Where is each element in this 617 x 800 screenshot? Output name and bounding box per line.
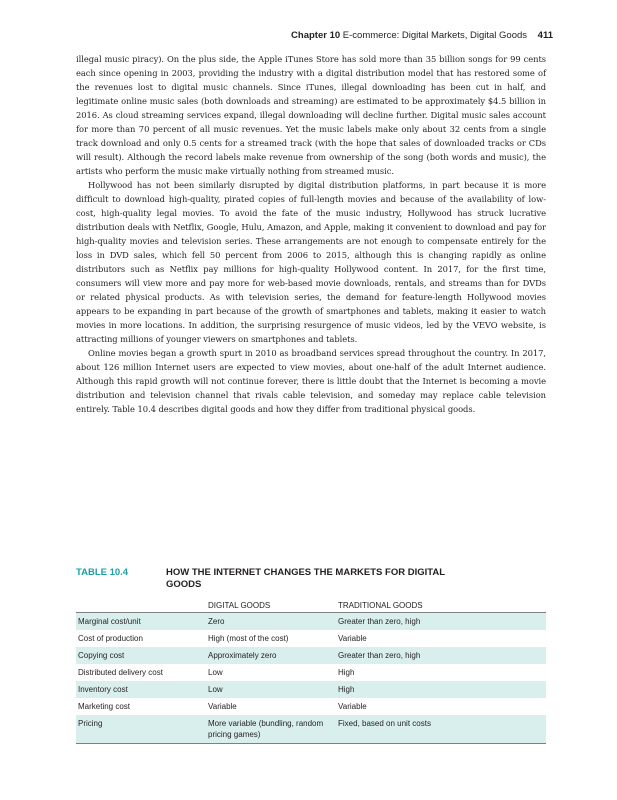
traditional-cell: Fixed, based on unit costs [336,715,546,744]
table-row [76,664,546,681]
column-header-blank [76,598,206,613]
table-row [76,698,546,715]
column-header-digital: DIGITAL GOODS [206,598,336,613]
page-number: 411 [537,30,553,41]
table-label: TABLE 10.4 [76,567,129,578]
digital-cell: Variable [208,702,237,711]
table-header-row [76,598,546,613]
traditional-cell: Variable [338,634,367,643]
paragraph-1: illegal music piracy). On the plus side, the Apple iTunes Store has sold more than 35 billion songs for 99 cents each since opening in 2003, providing the industry with a digital distribution model that has restored some of the revenues lost to digital music channels. Since iTunes, illegal downloading has been cut in half, and legitimate online music sales (both downloads and streaming) are estimated to be approximately $4.5 billion in 2016. As cloud streaming services expand, illegal downloading will decline further. Digital music sales account for more than 70 percent of all music revenues. Yet the music labels make only about 32 cents from a single track download and only 0.5 cents for a streamed track (with the hope that sales of downloaded tracks or CDs will result). Although the record labels make revenue from ownership of the song (both words and music), the artists who perform the music make virtually nothing from streamed music. [76,54,546,176]
traditional-cell: Greater than zero, high [336,613,546,631]
column-header-traditional: TRADITIONAL GOODS [336,598,546,613]
digital-cell: More variable (bundling, random pricing games) [206,715,336,744]
table-row [76,630,546,647]
paragraph-3: Online movies began a growth spurt in 2010 as broadband services spread throughout the country. In 2017, about 126 million Internet users are expected to view movies, about one-half of the adult Internet audience. Although this rapid growth will not continue forever, there is little doubt that the Internet is becoming a movie distribution and television channel that rivals cable television, and someday may replace cable television entirely. Table 10.4 describes digital goods and how they differ from traditional physical goods. [76,348,546,414]
table-row [76,647,546,664]
running-header [291,30,553,41]
row-label: Inventory cost [76,681,206,698]
traditional-cell: Variable [338,702,367,711]
paragraph-2: Hollywood has not been similarly disrupted by digital distribution platforms, in part because it is more difficult to download high-quality, pirated copies of full-length movies and because of the availability of low-cost, high-quality legal movies. To avoid the fate of the music industry, Hollywood has struck lucrative distribution deals with Netflix, Google, Hulu, Amazon, and Apple, making it convenient to download and pay for high-quality movies and television series. These arrangements are not enough to compensate entirely for the loss in DVD sales, which fell 50 percent from 2006 to 2015, although this is changing rapidly as online distributors such as Netflix pay millions for high-quality Hollywood content. In 2017, for the first time, consumers will view more and pay more for web-based movie downloads, rentals, and streams than for DVDs or related physical products. As with television series, the demand for feature-length Hollywood movies appears to be expanding in part because of the growth of smartphones and tablets, making it easier to watch movies in more locations. In addition, the surprising resurgence of music videos, led by the VEVO website, is attracting millions of younger viewers on smartphones and tablets. [76,180,546,344]
digital-cell: Low [208,668,223,677]
digital-cell: High (most of the cost) [208,634,289,643]
chapter-title: E-commerce: Digital Markets, Digital Goods [342,30,528,41]
digital-cell: Low [206,681,336,698]
body-text [76,52,546,416]
table-row [76,681,546,698]
row-label: Cost of production [78,634,143,643]
row-label: Copying cost [76,647,206,664]
row-label: Marketing cost [78,702,131,711]
comparison-table [76,598,546,744]
row-label: Pricing [76,715,206,744]
table-row [76,613,546,631]
table-caption [76,567,546,591]
digital-cell: Approximately zero [206,647,336,664]
table-title: HOW THE INTERNET CHANGES THE MARKETS FOR DIGITAL GOODS [166,567,445,590]
traditional-cell: Greater than zero, high [336,647,546,664]
table-row [76,715,546,744]
row-label: Distributed delivery cost [78,668,163,677]
row-label: Marginal cost/unit [76,613,206,631]
traditional-cell: High [336,681,546,698]
chapter-number: Chapter 10 [291,30,341,41]
digital-cell: Zero [206,613,336,631]
traditional-cell: High [338,668,355,677]
